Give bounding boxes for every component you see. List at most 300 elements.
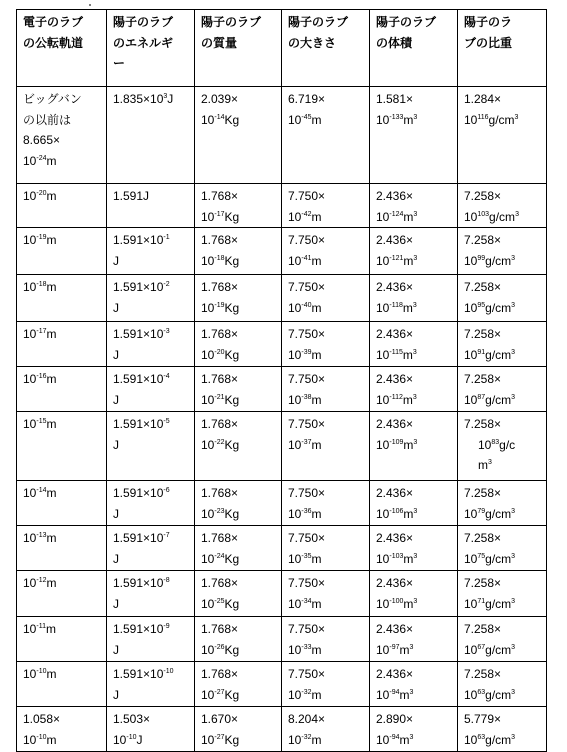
cell-text: 7.750× (288, 486, 326, 500)
table-cell (282, 322, 370, 367)
cell-text: 1.768× (201, 280, 239, 294)
table-cell (17, 87, 107, 184)
cell-text: 2.436× (376, 531, 414, 545)
cell-line (376, 390, 454, 411)
header-cell (107, 10, 195, 87)
header-row (17, 10, 547, 87)
cell-text: 10 (288, 642, 302, 657)
cell-line (376, 504, 454, 525)
exponent: 87 (477, 393, 486, 401)
exponent: -24 (214, 552, 225, 560)
exponent: -27 (214, 733, 225, 741)
cell-line (201, 230, 278, 251)
cell-text: 10 (376, 596, 390, 611)
cell-text: 10 (288, 437, 302, 452)
cell-line (113, 640, 191, 661)
header-cell (17, 10, 107, 87)
cell-text: J (113, 642, 119, 657)
cell-text: m (403, 437, 414, 452)
cell-line (464, 186, 543, 207)
cell-line (288, 298, 366, 319)
table-cell (107, 184, 195, 228)
cell-line (201, 110, 278, 131)
cell-text: 7.258× (464, 327, 502, 341)
cell-line (376, 640, 454, 661)
exponent: -10 (36, 668, 47, 675)
cell-text: 10 (23, 486, 37, 500)
header-text: の公転軌道 (23, 35, 84, 50)
exponent: -20 (214, 348, 225, 356)
table-cell (458, 662, 547, 707)
cell-line (201, 435, 278, 456)
exponent: 3 (515, 210, 519, 218)
cell-text: の以前は (23, 112, 72, 127)
exponent: 3 (511, 507, 516, 515)
cell-text: 10 (464, 347, 478, 362)
cell-text: m (46, 327, 57, 341)
cell-text: 7.750× (288, 189, 326, 203)
table-cell (458, 412, 547, 481)
exponent: 95 (477, 301, 486, 309)
exponent: 3 (514, 113, 519, 121)
cell-line (23, 730, 103, 751)
cell-text: 10 (23, 576, 37, 590)
cell-line (288, 619, 366, 640)
cell-text: Kg (224, 506, 240, 521)
table-cell (107, 707, 195, 752)
cell-text: 10 (464, 506, 478, 521)
table-cell (107, 275, 195, 322)
cell-line (288, 528, 366, 549)
cell-text: 7.258× (464, 417, 502, 431)
cell-line (464, 89, 543, 110)
cell-text: 2.436× (376, 189, 414, 203)
cell-text: 1.591J (113, 189, 150, 203)
cell-line (23, 230, 103, 251)
cell-line (113, 549, 191, 570)
cell-text: m (402, 300, 413, 315)
table-cell (195, 526, 282, 571)
cell-line (464, 709, 543, 730)
cell-text: m (46, 486, 57, 500)
cell-text: 1.591×10 (113, 233, 164, 247)
cell-line (464, 549, 543, 570)
exponent: 3 (409, 643, 414, 651)
cell-text: 2.436× (376, 327, 414, 341)
cell-text: 1.768× (201, 189, 239, 203)
cell-text: 1.591×10 (113, 622, 164, 636)
table-row (17, 184, 547, 228)
cell-text: J (113, 437, 119, 452)
cell-line (288, 414, 366, 435)
exponent: -14 (214, 113, 225, 121)
cell-text: 10 (113, 732, 127, 747)
cell-line (23, 110, 103, 131)
cell-line (23, 369, 103, 390)
cell-text: 7.258× (464, 531, 502, 545)
cell-text: m (311, 596, 322, 611)
cell-text: m (311, 392, 322, 407)
table-cell (458, 481, 547, 526)
cell-text: 7.258× (464, 486, 502, 500)
cell-text: J (113, 551, 119, 566)
table-cell (17, 412, 107, 481)
cell-line (288, 483, 366, 504)
exponent: -10 (126, 733, 137, 741)
exponent: -94 (389, 733, 400, 741)
cell-text: 10 (464, 642, 478, 657)
table-cell (282, 184, 370, 228)
cell-text: 10 (23, 233, 37, 247)
table-row (17, 322, 547, 367)
cell-text: 10 (376, 300, 390, 315)
cell-text: 10 (201, 642, 215, 657)
table-cell (282, 571, 370, 617)
table-cell (107, 617, 195, 662)
cell-line (113, 730, 191, 751)
cell-text: 1.591×10 (113, 372, 164, 386)
exponent: 79 (477, 507, 486, 515)
cell-line (376, 277, 454, 298)
table-cell (282, 662, 370, 707)
cell-text: Kg (224, 112, 240, 127)
header-cell (282, 10, 370, 87)
cell-line (376, 549, 454, 570)
exponent: -15 (36, 418, 47, 425)
cell-line (288, 251, 366, 272)
exponent: -9 (163, 623, 170, 630)
cell-line (288, 664, 366, 685)
cell-text: 2.436× (376, 417, 414, 431)
exponent: -10 (36, 733, 47, 741)
cell-line (113, 298, 191, 319)
exponent: 3 (511, 597, 516, 605)
cell-text: 10 (288, 209, 302, 224)
cell-text: 7.258× (464, 280, 502, 294)
table-cell (195, 571, 282, 617)
table-cell (17, 662, 107, 707)
exponent: -18 (214, 254, 225, 262)
cell-text: 10 (288, 596, 302, 611)
cell-line (201, 619, 278, 640)
cell-text: 10 (376, 437, 390, 452)
cell-text: 10 (23, 417, 37, 431)
cell-text: 10 (376, 112, 390, 127)
table-cell (17, 617, 107, 662)
cell-line (376, 186, 454, 207)
cell-text: 10 (464, 551, 478, 566)
cell-line (201, 277, 278, 298)
table-cell (195, 662, 282, 707)
cell-text: g/cm (485, 506, 512, 521)
cell-text: 2.436× (376, 372, 414, 386)
cell-line (288, 390, 366, 411)
exponent: 3 (413, 438, 418, 446)
cell-line (113, 324, 191, 345)
cell-text: 10 (288, 392, 302, 407)
cell-line (288, 435, 366, 456)
cell-line (464, 369, 543, 390)
cell-line (201, 390, 278, 411)
header-cell (195, 10, 282, 87)
exponent: -18 (36, 281, 47, 288)
cell-line (464, 455, 543, 476)
cell-text: 1.835×10 (113, 92, 164, 106)
cell-line (201, 251, 278, 272)
exponent: 3 (511, 643, 516, 651)
cell-text: 10 (376, 392, 390, 407)
cell-text: Kg (224, 392, 240, 407)
exponent: -24 (36, 154, 47, 162)
cell-text: m (403, 551, 414, 566)
cell-text: 10 (201, 112, 215, 127)
cell-line (201, 640, 278, 661)
exponent: -21 (214, 393, 225, 401)
cell-text: g/cm (485, 347, 512, 362)
cell-line (288, 685, 366, 706)
cell-text: 2.039× (201, 92, 239, 106)
cell-text: 7.258× (464, 189, 502, 203)
cell-text: 7.258× (464, 372, 502, 386)
cell-line (201, 369, 278, 390)
cell-text: 10 (201, 551, 215, 566)
cell-text: J (113, 392, 119, 407)
cell-text: 10 (464, 253, 478, 268)
table-cell (195, 228, 282, 275)
table-cell (458, 526, 547, 571)
cell-line (23, 619, 103, 640)
cell-line (376, 483, 454, 504)
cell-text: m (311, 642, 322, 657)
table-cell (458, 322, 547, 367)
cell-text: m (46, 576, 57, 590)
cell-text: 1.768× (201, 417, 239, 431)
exponent: -13 (36, 532, 47, 539)
header-text: 陽子のラブ (288, 15, 349, 29)
cell-line (376, 435, 454, 456)
cell-text: m (403, 112, 414, 127)
cell-line (23, 89, 103, 110)
cell-line (113, 685, 191, 706)
table-row (17, 412, 547, 481)
table-cell (370, 571, 458, 617)
cell-line (376, 664, 454, 685)
exponent: -17 (214, 210, 225, 218)
cell-text: m (311, 551, 322, 566)
table-cell (282, 367, 370, 412)
cell-text: m (399, 687, 410, 702)
cell-text: 10 (288, 732, 302, 747)
cell-text: 10 (23, 153, 37, 168)
cell-line (376, 685, 454, 706)
cell-line (113, 369, 191, 390)
cell-text: m (46, 732, 57, 747)
cell-line (376, 709, 454, 730)
cell-line (113, 504, 191, 525)
cell-line (113, 573, 191, 594)
cell-text: 10 (464, 300, 478, 315)
exponent: -42 (301, 210, 312, 218)
cell-line (464, 207, 543, 228)
header-text: ー (113, 56, 126, 70)
cell-line (376, 324, 454, 345)
exponent: -34 (301, 597, 312, 605)
exponent: 83 (491, 438, 500, 446)
cell-line (464, 390, 543, 411)
cell-line (288, 549, 366, 570)
exponent: 3 (511, 552, 516, 560)
cell-line (201, 324, 278, 345)
cell-text: 8.665× (23, 133, 61, 147)
cell-line (23, 130, 103, 151)
table-cell (195, 617, 282, 662)
cell-text: 7.258× (464, 622, 502, 636)
table-row (17, 481, 547, 526)
cell-text: m (46, 372, 57, 386)
exponent: -4 (163, 373, 170, 380)
cell-text: 10 (288, 112, 302, 127)
table-cell (370, 275, 458, 322)
cell-line (113, 619, 191, 640)
cell-text: m (46, 417, 57, 431)
exponent: 3 (511, 254, 516, 262)
cell-line (376, 110, 454, 131)
cell-text: 2.890× (376, 712, 414, 726)
cell-line (288, 89, 366, 110)
cell-line (113, 594, 191, 615)
table-cell (458, 184, 547, 228)
cell-text: m (478, 458, 488, 472)
table-row (17, 367, 547, 412)
cell-text: 7.750× (288, 667, 326, 681)
cell-line (464, 345, 543, 366)
cell-text: 2.436× (376, 667, 414, 681)
cell-text: 7.750× (288, 233, 326, 247)
cell-line (113, 414, 191, 435)
cell-line (464, 594, 543, 615)
table-cell (107, 571, 195, 617)
cell-text: J (113, 253, 119, 268)
cell-line (23, 151, 103, 172)
cell-text: Kg (224, 687, 240, 702)
table-cell (17, 184, 107, 228)
cell-text: 10 (376, 253, 390, 268)
cell-text: 10 (201, 687, 215, 702)
cell-text: g/cm (485, 300, 512, 315)
header-text: 陽子のラ (464, 15, 513, 29)
cell-text: Kg (224, 209, 240, 224)
cell-line (113, 435, 191, 456)
exponent: -32 (301, 733, 312, 741)
cell-text: 10 (201, 732, 215, 747)
exponent: 3 (511, 348, 516, 356)
exponent: -103 (389, 552, 404, 560)
cell-text: m (311, 687, 322, 702)
cell-line (464, 685, 543, 706)
cell-text: J (113, 687, 119, 702)
table-cell (195, 184, 282, 228)
cell-line (23, 414, 103, 435)
cell-text: J (136, 732, 143, 747)
cell-text: Kg (224, 347, 240, 362)
header-text: 電子のラブ (23, 15, 84, 29)
exponent: 3 (413, 210, 418, 218)
exponent: -33 (301, 643, 312, 651)
cell-text: 10 (23, 667, 37, 681)
exponent: -109 (389, 438, 404, 446)
cell-text: 1.591×10 (113, 417, 164, 431)
cell-line (23, 664, 103, 685)
cell-line (201, 730, 278, 751)
exponent: -32 (301, 688, 312, 696)
exponent: 3 (412, 348, 417, 356)
cell-text: 1.768× (201, 486, 239, 500)
exponent: -35 (301, 552, 312, 560)
cell-line (23, 277, 103, 298)
exponent: -27 (214, 688, 225, 696)
table-cell (370, 617, 458, 662)
cell-line (23, 573, 103, 594)
header-text: 陽子のラブ (201, 15, 262, 29)
cell-text: 1.581× (376, 92, 414, 106)
cell-text: 10 (464, 112, 478, 127)
cell-line (464, 414, 543, 435)
cell-text: g/cm (485, 253, 512, 268)
cell-line (201, 685, 278, 706)
cell-text: 7.750× (288, 576, 326, 590)
cell-text: m (45, 622, 56, 636)
table-cell (17, 707, 107, 752)
cell-line (288, 573, 366, 594)
cell-text: 1.503× (113, 712, 151, 726)
table-cell (282, 275, 370, 322)
cell-text: g/cm (485, 392, 512, 407)
cell-line (288, 369, 366, 390)
cell-text: g/cm (489, 209, 516, 224)
cell-line (288, 230, 366, 251)
cell-text: m (403, 506, 414, 521)
exponent: 3 (511, 393, 516, 401)
scan-speck (89, 4, 91, 6)
cell-text: m (311, 732, 322, 747)
cell-text: m (403, 253, 414, 268)
cell-text: m (403, 596, 414, 611)
cell-text: m (46, 531, 57, 545)
cell-text: 10 (23, 280, 37, 294)
header-text: の大きさ (288, 35, 337, 50)
exponent: 3 (413, 597, 418, 605)
table-row (17, 662, 547, 707)
cell-line (113, 230, 191, 251)
table-cell (458, 228, 547, 275)
cell-line (464, 619, 543, 640)
exponent: 3 (413, 507, 418, 515)
cell-line (23, 324, 103, 345)
cell-line (288, 110, 366, 131)
cell-text: 5.779× (464, 712, 502, 726)
cell-text: 10 (288, 687, 302, 702)
cell-text: 1.284× (464, 92, 502, 106)
exponent: 3 (511, 733, 516, 741)
cell-line (376, 594, 454, 615)
cell-line (113, 390, 191, 411)
cell-text: 2.436× (376, 486, 414, 500)
cell-text: 7.258× (464, 233, 502, 247)
cell-text: m (311, 112, 322, 127)
cell-line (376, 528, 454, 549)
cell-text: 1.591×10 (113, 531, 164, 545)
cell-line (113, 664, 191, 685)
